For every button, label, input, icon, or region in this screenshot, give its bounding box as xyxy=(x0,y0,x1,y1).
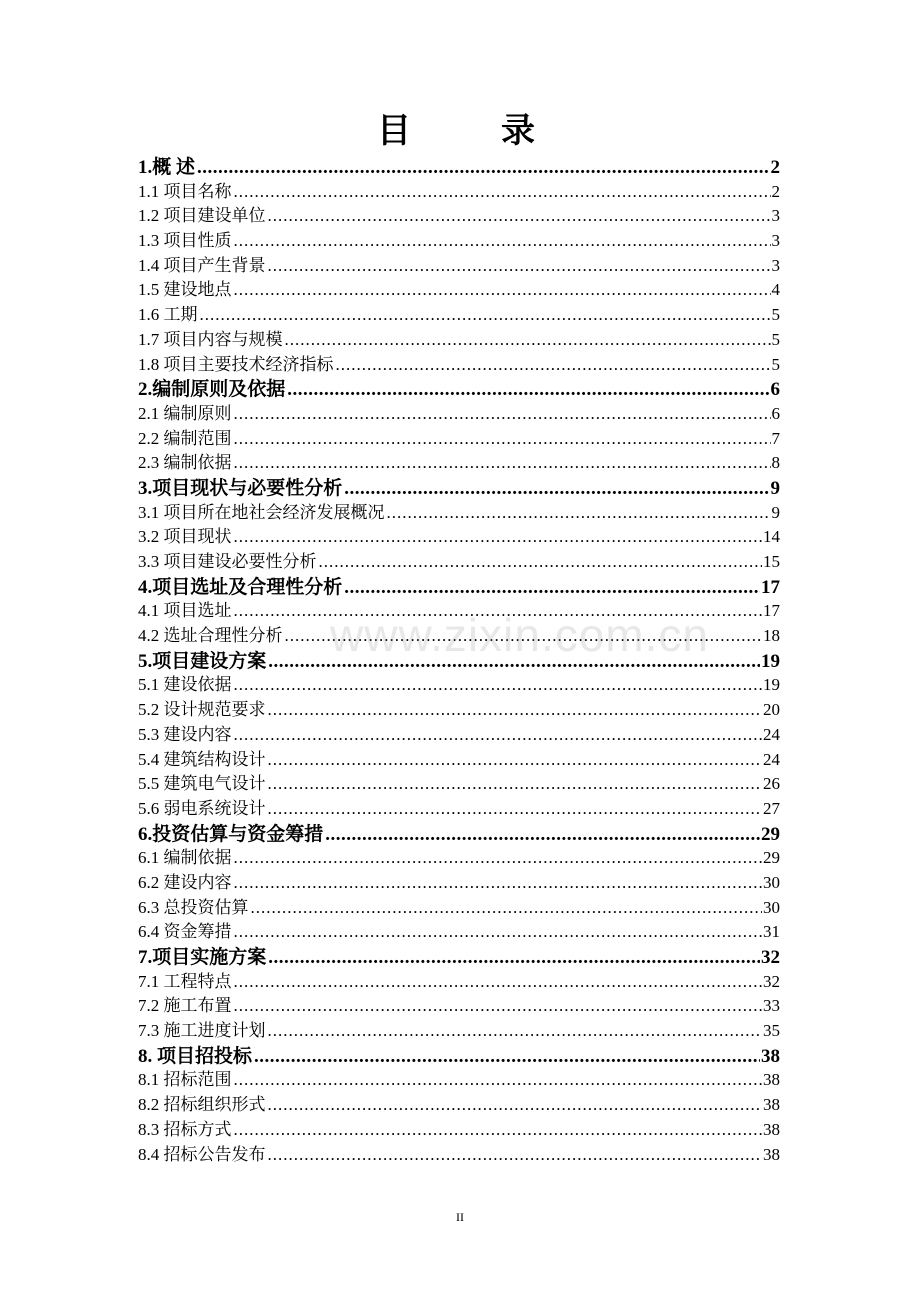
toc-entry-label: 6.3 总投资估算 xyxy=(138,897,249,917)
toc-dot-leader xyxy=(287,379,769,399)
toc-section-entry[interactable] xyxy=(138,1140,780,1165)
toc-entry-page-number: 30 xyxy=(763,872,780,892)
toc-section-entry[interactable] xyxy=(138,745,780,770)
toc-entry-label: 1.2 项目建设单位 xyxy=(138,206,266,226)
toc-dot-leader xyxy=(251,898,763,918)
toc-entry-label: 8. 项目招投标 xyxy=(138,1045,253,1066)
toc-chapter-entry[interactable] xyxy=(138,942,780,967)
toc-chapter-entry[interactable] xyxy=(138,473,780,498)
toc-dot-leader xyxy=(268,256,771,276)
toc-dot-leader xyxy=(197,157,769,177)
toc-section-entry[interactable] xyxy=(138,547,780,572)
toc-entry-page-number: 7 xyxy=(771,428,780,448)
toc-dot-leader xyxy=(234,601,763,621)
toc-entry-page-number: 9 xyxy=(770,477,780,498)
toc-entry-label: 8.4 招标公告发布 xyxy=(138,1144,266,1164)
toc-section-entry[interactable] xyxy=(138,350,780,375)
toc-entry-page-number: 14 xyxy=(763,527,780,547)
toc-section-entry[interactable] xyxy=(138,251,780,276)
toc-chapter-entry[interactable] xyxy=(138,374,780,399)
toc-section-entry[interactable] xyxy=(138,325,780,350)
toc-dot-leader xyxy=(234,231,771,251)
toc-entry-label: 5.2 设计规范要求 xyxy=(138,700,266,720)
toc-entry-page-number: 29 xyxy=(763,848,780,868)
toc-entry-page-number: 30 xyxy=(763,897,780,917)
toc-entry-page-number: 17 xyxy=(761,576,780,597)
toc-entry-page-number: 6 xyxy=(770,379,780,399)
toc-dot-leader xyxy=(285,330,771,350)
toc-section-entry[interactable] xyxy=(138,695,780,720)
toc-entry-label: 1.8 项目主要技术经济指标 xyxy=(138,354,334,374)
toc-entry-page-number: 38 xyxy=(763,1070,780,1090)
toc-entry-label: 1.概 述 xyxy=(138,157,196,177)
toc-dot-leader xyxy=(234,280,771,300)
toc-entry-label: 2.3 编制依据 xyxy=(138,453,232,473)
toc-entry-label: 3.2 项目现状 xyxy=(138,527,232,547)
toc-dot-leader xyxy=(336,355,771,375)
toc-section-entry[interactable] xyxy=(138,300,780,325)
toc-section-entry[interactable] xyxy=(138,177,780,202)
toc-section-entry[interactable] xyxy=(138,967,780,992)
toc-entry-label: 6.4 资金筹措 xyxy=(138,922,232,942)
table-of-contents xyxy=(138,152,780,1164)
toc-section-entry[interactable] xyxy=(138,794,780,819)
toc-dot-leader xyxy=(268,700,763,720)
toc-dot-leader xyxy=(268,774,763,794)
toc-dot-leader xyxy=(234,848,763,868)
toc-entry-label: 5.1 建设依据 xyxy=(138,675,232,695)
toc-entry-page-number: 35 xyxy=(763,1021,780,1041)
toc-entry-page-number: 24 xyxy=(763,724,780,744)
toc-chapter-entry[interactable] xyxy=(138,819,780,844)
toc-entry-page-number: 38 xyxy=(761,1045,780,1066)
toc-entry-page-number: 20 xyxy=(763,700,780,720)
toc-dot-leader xyxy=(268,750,763,770)
toc-entry-label: 1.3 项目性质 xyxy=(138,231,232,251)
toc-entry-label: 2.1 编制原则 xyxy=(138,403,232,423)
toc-entry-page-number: 19 xyxy=(763,675,780,695)
toc-dot-leader xyxy=(268,1095,763,1115)
toc-entry-label: 7.项目实施方案 xyxy=(138,947,267,967)
toc-dot-leader xyxy=(268,947,760,967)
watermark: www.zixin.com.cn xyxy=(330,609,709,661)
toc-entry-page-number: 18 xyxy=(763,626,780,646)
toc-entry-page-number: 2 xyxy=(770,157,780,177)
toc-entry-page-number: 19 xyxy=(761,650,780,671)
toc-entry-label: 5.4 建筑结构设计 xyxy=(138,749,266,769)
toc-entry-label: 5.3 建设内容 xyxy=(138,724,232,744)
toc-entry-label: 2.2 编制范围 xyxy=(138,428,232,448)
toc-entry-page-number: 5 xyxy=(771,305,780,325)
toc-entry-page-number: 32 xyxy=(763,971,780,991)
toc-entry-label: 1.4 项目产生背景 xyxy=(138,255,266,275)
toc-section-entry[interactable] xyxy=(138,893,780,918)
toc-entry-label: 2.编制原则及依据 xyxy=(138,379,286,399)
page-number-footer: II xyxy=(456,1210,464,1224)
toc-dot-leader xyxy=(234,182,771,202)
toc-entry-label: 7.1 工程特点 xyxy=(138,971,232,991)
toc-section-entry[interactable] xyxy=(138,596,780,621)
page-title: 目 录 xyxy=(377,113,563,150)
toc-section-entry[interactable] xyxy=(138,843,780,868)
toc-dot-leader xyxy=(234,972,763,992)
toc-entry-label: 1.1 项目名称 xyxy=(138,181,232,201)
toc-dot-leader xyxy=(344,478,769,498)
toc-dot-leader xyxy=(234,996,763,1016)
toc-dot-leader xyxy=(234,527,763,547)
toc-dot-leader xyxy=(234,404,771,424)
toc-section-entry[interactable] xyxy=(138,399,780,424)
toc-section-entry[interactable] xyxy=(138,769,780,794)
toc-section-entry[interactable] xyxy=(138,868,780,893)
toc-entry-page-number: 29 xyxy=(761,823,780,844)
toc-entry-page-number: 17 xyxy=(763,601,780,621)
toc-entry-label: 5.6 弱电系统设计 xyxy=(138,798,266,818)
toc-section-entry[interactable] xyxy=(138,1090,780,1115)
toc-section-entry[interactable] xyxy=(138,917,780,942)
toc-entry-label: 4.2 选址合理性分析 xyxy=(138,626,283,646)
toc-entry-page-number: 31 xyxy=(763,922,780,942)
toc-dot-leader xyxy=(200,305,771,325)
toc-entry-page-number: 24 xyxy=(763,749,780,769)
toc-dot-leader xyxy=(234,1070,763,1090)
toc-section-entry[interactable] xyxy=(138,991,780,1016)
toc-dot-leader xyxy=(268,651,760,671)
toc-entry-page-number: 3 xyxy=(771,231,780,251)
toc-entry-page-number: 38 xyxy=(763,1095,780,1115)
toc-entry-page-number: 3 xyxy=(771,255,780,275)
toc-dot-leader xyxy=(285,626,763,646)
toc-entry-page-number: 5 xyxy=(771,354,780,374)
toc-section-entry[interactable] xyxy=(138,720,780,745)
toc-entry-page-number: 38 xyxy=(763,1144,780,1164)
toc-entry-page-number: 4 xyxy=(771,280,780,300)
toc-entry-page-number: 6 xyxy=(771,403,780,423)
toc-entry-label: 8.2 招标组织形式 xyxy=(138,1095,266,1115)
toc-entry-page-number: 27 xyxy=(763,798,780,818)
toc-entry-page-number: 32 xyxy=(761,947,780,967)
toc-dot-leader xyxy=(254,1046,760,1066)
toc-chapter-entry[interactable] xyxy=(138,152,780,177)
toc-entry-label: 3.1 项目所在地社会经济发展概况 xyxy=(138,502,385,522)
toc-entry-page-number: 2 xyxy=(771,181,780,201)
toc-entry-label: 1.7 项目内容与规模 xyxy=(138,329,283,349)
toc-dot-leader xyxy=(268,1145,763,1165)
toc-section-entry[interactable] xyxy=(138,1115,780,1140)
toc-entry-label: 4.项目选址及合理性分析 xyxy=(138,576,343,597)
toc-section-entry[interactable] xyxy=(138,1016,780,1041)
toc-entry-label: 1.5 建设地点 xyxy=(138,280,232,300)
toc-section-entry[interactable] xyxy=(138,498,780,523)
toc-entry-page-number: 33 xyxy=(763,996,780,1016)
toc-section-entry[interactable] xyxy=(138,522,780,547)
toc-entry-page-number: 15 xyxy=(763,552,780,571)
toc-entry-label: 6.1 编制依据 xyxy=(138,848,232,868)
toc-entry-page-number: 26 xyxy=(763,774,780,794)
toc-dot-leader xyxy=(387,503,771,523)
toc-dot-leader xyxy=(234,873,763,893)
toc-entry-label: 7.3 施工进度计划 xyxy=(138,1021,266,1041)
toc-entry-label: 1.6 工期 xyxy=(138,305,198,325)
toc-section-entry[interactable] xyxy=(138,448,780,473)
toc-entry-label: 5.5 建筑电气设计 xyxy=(138,774,266,794)
toc-section-entry[interactable] xyxy=(138,201,780,226)
toc-chapter-entry[interactable] xyxy=(138,646,780,671)
toc-entry-page-number: 3 xyxy=(771,206,780,226)
toc-dot-leader xyxy=(268,206,771,226)
toc-entry-page-number: 9 xyxy=(771,502,780,522)
toc-dot-leader xyxy=(234,725,763,745)
toc-entry-label: 4.1 项目选址 xyxy=(138,601,232,621)
toc-dot-leader xyxy=(234,922,763,942)
toc-section-entry[interactable] xyxy=(138,275,780,300)
toc-entry-label: 6.投资估算与资金筹措 xyxy=(138,823,324,844)
toc-dot-leader xyxy=(325,824,760,844)
toc-section-entry[interactable] xyxy=(138,621,780,646)
toc-entry-label: 3.项目现状与必要性分析 xyxy=(138,477,343,498)
toc-section-entry[interactable] xyxy=(138,1065,780,1090)
toc-dot-leader xyxy=(234,675,763,695)
toc-dot-leader xyxy=(234,453,771,473)
toc-entry-label: 8.3 招标方式 xyxy=(138,1119,232,1139)
toc-dot-leader xyxy=(268,1021,763,1041)
toc-chapter-entry[interactable] xyxy=(138,572,780,597)
toc-entry-label: 8.1 招标范围 xyxy=(138,1070,232,1090)
toc-section-entry[interactable] xyxy=(138,424,780,449)
toc-dot-leader xyxy=(268,799,763,819)
toc-entry-label: 5.项目建设方案 xyxy=(138,650,267,671)
toc-entry-label: 3.3 项目建设必要性分析 xyxy=(138,552,317,571)
toc-entry-page-number: 38 xyxy=(763,1119,780,1139)
toc-entry-label: 6.2 建设内容 xyxy=(138,872,232,892)
toc-chapter-entry[interactable] xyxy=(138,1041,780,1066)
toc-dot-leader xyxy=(234,1120,763,1140)
toc-dot-leader xyxy=(319,552,763,572)
toc-section-entry[interactable] xyxy=(138,226,780,251)
toc-section-entry[interactable] xyxy=(138,670,780,695)
toc-entry-label: 7.2 施工布置 xyxy=(138,996,232,1016)
toc-entry-page-number: 5 xyxy=(771,329,780,349)
toc-dot-leader xyxy=(234,429,771,449)
toc-dot-leader xyxy=(344,577,760,597)
toc-entry-page-number: 8 xyxy=(771,453,780,473)
